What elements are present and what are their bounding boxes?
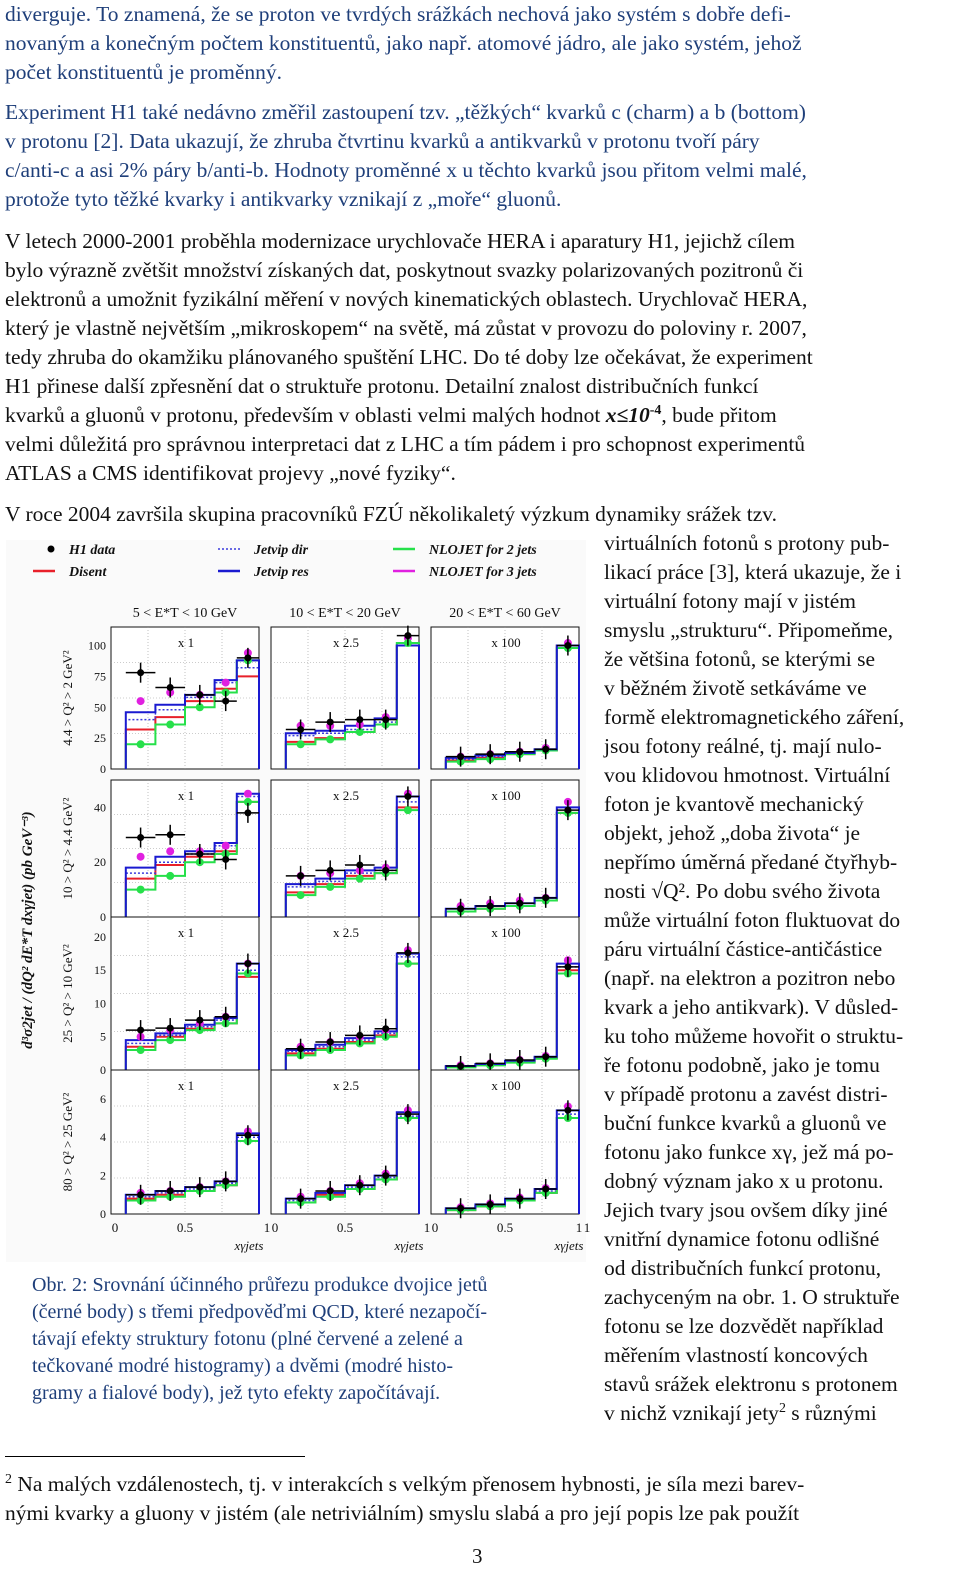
y-tick-label: 6	[100, 1091, 106, 1106]
text-line: tedy zhruba do okamžiku plánovaného spuštění LHC. Do té doby lze očekávat, že experiment	[5, 345, 813, 369]
x-tick-label: 0	[271, 1220, 279, 1235]
y-tick-label: 25	[94, 731, 106, 746]
y-tick-label: 0	[100, 1207, 106, 1221]
x-tick-label: 0.5	[496, 1220, 514, 1235]
figure-caption	[32, 1272, 592, 1407]
caption-line: távají efekty struktury fotonu (plné červené a zelené a	[32, 1328, 463, 1350]
x-tick-label: 1	[575, 1220, 583, 1235]
x-tick-label: 0.5	[336, 1220, 354, 1235]
data-point	[382, 1025, 389, 1032]
text-line: velmi důležitá pro správnou interpretaci dat z LHC a tím pádem i pro schopnost experimentů	[5, 432, 806, 456]
data-point	[137, 834, 144, 841]
y-tick-label: 20	[94, 855, 106, 870]
legend-marker	[48, 546, 55, 553]
side-text-line: Jejich tvary jsou ovšem díky jiné	[604, 1198, 888, 1222]
y-tick-label: 10	[94, 996, 106, 1011]
y-tick-label: 4	[100, 1130, 106, 1145]
y-tick-label: 75	[94, 669, 106, 684]
footnote-line: nými kvarky a gluony v jistém (ale netriviálním) smyslu slabá a pro její popis lze pak použít	[5, 1501, 800, 1525]
side-text-line: stavů srážek elektronu s protonem	[604, 1372, 898, 1396]
side-text-line: buční funkce kvarků a gluonů ve	[604, 1111, 887, 1135]
data-point	[516, 748, 523, 755]
legend-label: NLOJET for 2 jets	[429, 543, 537, 558]
data-point	[356, 716, 363, 723]
nlojet3-point	[137, 853, 145, 861]
side-text-line: nosti √Q². Po dobu svého života	[604, 879, 881, 903]
data-point	[244, 960, 251, 967]
legend-label: Jetvip dir	[254, 543, 309, 558]
side-text-line: dobný význam jako x u protonu.	[604, 1169, 884, 1193]
data-point	[222, 1013, 229, 1020]
data-point	[487, 1060, 494, 1067]
scale-factor-label: x 1	[177, 1078, 195, 1093]
paragraph-4-first-line: V roce 2004 završila skupina pracovníků FZÚ několikaletý výzkum dynamiky srážek tzv.	[5, 502, 778, 526]
data-point	[404, 632, 411, 639]
data-point	[542, 894, 549, 901]
data-point	[356, 861, 363, 868]
nlojet3-point	[244, 790, 252, 798]
data-point	[382, 867, 389, 874]
side-text-line: zachyceným na obr. 1. O struktuře	[604, 1285, 900, 1309]
x-axis-label: xγjets	[234, 1238, 264, 1253]
side-text-line: ku toho můžeme hovořit o struktu-	[604, 1024, 904, 1048]
text-line: který je vlastně největším „mikroskopem“ na světě, má zůstat v provozu do poloviny r. 2007,	[5, 316, 807, 340]
data-point	[404, 793, 411, 800]
text-line: novaným a konečným počtem konstituentů, jako např. atomové jádro, ale jako systém, jehož	[5, 31, 802, 55]
column-title: 10 < E*T < 20 GeV	[289, 606, 401, 621]
data-point	[297, 872, 304, 879]
text-line: počet konstituentů je proměnný.	[5, 60, 283, 84]
data-point	[457, 905, 464, 912]
side-text-line: ře fotonu podobně, jako je tomu	[604, 1053, 880, 1077]
side-text-line: likací práce [3], která ukazuje, že i	[604, 560, 902, 584]
y-tick-label: 15	[94, 963, 106, 978]
data-point	[356, 1182, 363, 1189]
legend-label: H1 data	[69, 543, 116, 558]
y-tick-label: 2	[100, 1168, 106, 1183]
column-title: 20 < E*T < 60 GeV	[449, 606, 561, 621]
legend-label: Jetvip res	[254, 565, 309, 580]
scale-factor-label: x 100	[491, 635, 521, 650]
scale-factor-label: x 2.5	[333, 1078, 359, 1093]
y-tick-label: 0	[100, 910, 106, 924]
nlojet3-point	[137, 697, 145, 705]
side-text-line: od distribučních funkcí protonu,	[604, 1256, 882, 1280]
y-tick-label: 0	[100, 762, 106, 776]
side-text-line: objekt, jehož „doba života“ je	[604, 821, 861, 845]
data-point	[404, 1111, 411, 1118]
footnote-rule	[5, 1456, 305, 1457]
row-label: 80 > Q² > 25 GeV²	[60, 1092, 75, 1192]
text-line: ATLAS a CMS identifikovat projevy „nové fyziky“.	[5, 461, 456, 485]
nlojet2-point	[326, 735, 334, 743]
nlojet3-point	[222, 679, 230, 687]
text-line: diverguje. To znamená, že se proton ve tvrdých srážkách nechová jako systém s dobře defi-	[5, 2, 791, 26]
scale-factor-label: x 100	[491, 925, 521, 940]
side-text-line: smyslu „strukturu“. Připomeňme,	[604, 618, 894, 642]
row-label: 4.4 > Q² > 2 GeV²	[60, 650, 75, 746]
data-point	[487, 751, 494, 758]
text-line: v protonu [2]. Data ukazují, že zhruba čtvrtinu kvarků a antikvarků v protonu tvoří páry	[5, 129, 760, 153]
scale-factor-label: x 2.5	[333, 635, 359, 650]
data-point	[542, 1186, 549, 1193]
nlojet2-point	[166, 872, 174, 880]
data-point	[167, 831, 174, 838]
y-axis-label: d³σ2jet / (dQ² dE*T dxγjet) (pb GeV⁻³)	[20, 811, 36, 1049]
side-text-line: měřením vlastností koncových	[604, 1343, 868, 1367]
scale-factor-label: x 100	[491, 788, 521, 803]
x-tick-label: 0	[111, 1220, 119, 1235]
data-point	[297, 1045, 304, 1052]
data-point	[457, 1063, 464, 1070]
side-text-line: v nichž vznikají jety$^2$ s různými	[604, 1400, 877, 1425]
data-point	[404, 949, 411, 956]
side-text-line: že většina fotonů, se kterými se	[604, 647, 876, 671]
nlojet2-point	[404, 806, 412, 814]
scale-factor-label: x 1	[177, 635, 195, 650]
data-point	[487, 903, 494, 910]
data-point	[564, 807, 571, 814]
scale-factor-label: x 2.5	[333, 925, 359, 940]
scale-factor-label: x 1	[177, 925, 195, 940]
data-point	[196, 691, 203, 698]
x-axis-label: xγjets	[394, 1238, 424, 1253]
x-tick-label: 0.5	[176, 1220, 194, 1235]
data-point	[167, 684, 174, 691]
caption-line: (černé body) s třemi předpověďmi QCD, které nezapočí-	[32, 1301, 487, 1323]
nlojet2-point	[137, 740, 145, 748]
side-text-line: virtuální fotony mají v jistém	[604, 589, 856, 613]
data-point	[487, 1201, 494, 1208]
footnote-line: $^2$ Na malých vzdálenostech, tj. v interakcích s velkým přenosem hybnosti, je síla mezi barev-	[5, 1471, 805, 1496]
data-point	[244, 1132, 251, 1139]
paragraph-3	[5, 227, 950, 488]
y-tick-label: 100	[88, 638, 106, 653]
y-tick-label: 50	[94, 700, 106, 715]
side-text-line: v běžném životě setkáváme ve	[604, 676, 867, 700]
y-tick-label: 20	[94, 929, 106, 944]
scale-factor-label: x 1	[177, 788, 195, 803]
side-text-line: kvark a jeho antikvark). V důsled-	[604, 995, 899, 1019]
data-point	[327, 1039, 334, 1046]
side-text-line: páru virtuální částice-antičástice	[604, 937, 883, 961]
nlojet2-point	[137, 886, 145, 894]
side-text-line: (např. na elektron a pozitron nebo	[604, 966, 896, 990]
data-point	[457, 753, 464, 760]
figure-2-chart	[6, 540, 591, 1262]
side-text-line: v případě protonu a zavést distri-	[604, 1082, 888, 1106]
side-text-line: může virtuální foton fluktuovat do	[604, 908, 901, 932]
data-point	[564, 642, 571, 649]
side-text-line: virtuálních fotonů s protony pub-	[604, 531, 890, 555]
nlojet2-point	[326, 883, 334, 891]
nlojet2-point	[166, 721, 174, 729]
data-point	[244, 654, 251, 661]
nlojet2-point	[356, 875, 364, 883]
text-line: c/anti-c a asi 2% páry b/anti-b. Hodnoty proměnné x u těchto kvarků jsou přitom velmi malé,	[5, 158, 807, 182]
text-line: kvarků a gluonů v protonu, především v oblasti velmi malých hodnot $x\le 10^{-4}$, bude přitom	[5, 402, 777, 427]
legend-label: NLOJET for 3 jets	[429, 565, 537, 580]
data-point	[516, 1057, 523, 1064]
data-point	[327, 1187, 334, 1194]
data-point	[382, 1172, 389, 1179]
text-line: protože tyto těžké kvarky i antikvarky vznikají z „moře“ gluonů.	[5, 187, 562, 211]
x-axis-label: xγjets	[554, 1238, 584, 1253]
data-point	[356, 1032, 363, 1039]
side-text-line: vou klidovou hmotnost. Virtuální	[604, 763, 891, 787]
data-point	[167, 1187, 174, 1194]
data-point	[222, 698, 229, 705]
nlojet3-point	[222, 842, 230, 850]
side-text-line: nepřímo úměrná předané čtyřhyb-	[604, 850, 898, 874]
text-line: Experiment H1 také nedávno změřil zastoupení tzv. „těžkých“ kvarků c (charm) a b (bottom)	[5, 100, 806, 124]
data-point	[457, 1205, 464, 1212]
text-line: elektronů a umožnit fyzikální měření v nových kinematických oblastech. Urychlovač HERA,	[5, 287, 808, 311]
x-tick-label: 1	[263, 1220, 271, 1235]
data-point	[516, 900, 523, 907]
text-line: bylo výrazně zvětšit množství získaných dat, poskytnout svazky polarizovaných pozitronů či	[5, 258, 804, 282]
data-point	[542, 746, 549, 753]
data-point	[297, 1195, 304, 1202]
caption-line: tečkované modré histogramy) a dvěmi (modré histo-	[32, 1355, 453, 1377]
data-point	[222, 1178, 229, 1185]
page-number: 3	[472, 1544, 483, 1568]
caption-line: gramy a fialové body), jež tyto efekty započítávají.	[32, 1382, 441, 1404]
scale-factor-label: x 2.5	[333, 788, 359, 803]
text-line: H1 přinese další zpřesnění dat o struktuře protonu. Detailní znalost distribučních funkcí	[5, 374, 759, 398]
data-point	[196, 1184, 203, 1191]
side-text-line: fotonu jako funkce xγ, jež má po-	[604, 1140, 894, 1164]
paragraph-1	[5, 0, 950, 87]
data-point	[196, 1017, 203, 1024]
scale-factor-label: x 100	[491, 1078, 521, 1093]
nlojet3-point	[166, 847, 174, 855]
data-point	[222, 856, 229, 863]
y-tick-label: 40	[94, 800, 106, 815]
side-text-line: formě elektromagnetického záření,	[604, 705, 905, 729]
side-text-line: vnitřní dynamice fotonu odlišné	[604, 1227, 880, 1251]
data-point	[137, 669, 144, 676]
row-label: 25 > Q² > 10 GeV²	[60, 944, 75, 1043]
x-tick-label: 1	[583, 1220, 591, 1235]
nlojet2-point	[137, 1046, 145, 1054]
y-tick-label: 0	[100, 1063, 106, 1077]
nlojet2-point	[297, 891, 305, 899]
x-tick-label: 0	[431, 1220, 439, 1235]
side-text-line: foton je kvantově mechanický	[604, 792, 864, 816]
data-point	[327, 867, 334, 874]
data-point	[244, 809, 251, 816]
paragraph-2	[5, 98, 950, 214]
data-point	[297, 726, 304, 733]
data-point	[382, 716, 389, 723]
side-text-line: jsou fotony reálné, tj. mají nulo-	[604, 734, 882, 758]
data-point	[516, 1195, 523, 1202]
data-point	[327, 719, 334, 726]
data-point	[137, 1191, 144, 1198]
column-title: 5 < E*T < 10 GeV	[132, 606, 238, 621]
legend-label: Disent	[69, 565, 107, 580]
data-point	[196, 850, 203, 857]
data-point	[564, 963, 571, 970]
footnote	[5, 1470, 950, 1528]
side-text-line: fotonu se lze dozvědět například	[604, 1314, 884, 1338]
caption-line: Obr. 2: Srovnání účinného průřezu produkce dvojice jetů	[32, 1274, 488, 1296]
data-point	[564, 1107, 571, 1114]
data-point	[137, 1027, 144, 1034]
x-tick-label: 1	[423, 1220, 431, 1235]
nlojet2-point	[297, 740, 305, 748]
data-point	[542, 1053, 549, 1060]
data-point	[167, 1025, 174, 1032]
row-label: 10 > Q² > 4.4 GeV²	[60, 797, 75, 900]
text-line: V letech 2000-2001 proběhla modernizace urychlovače HERA i aparatury H1, jejichž cílem	[5, 229, 796, 253]
y-tick-label: 5	[100, 1029, 106, 1044]
